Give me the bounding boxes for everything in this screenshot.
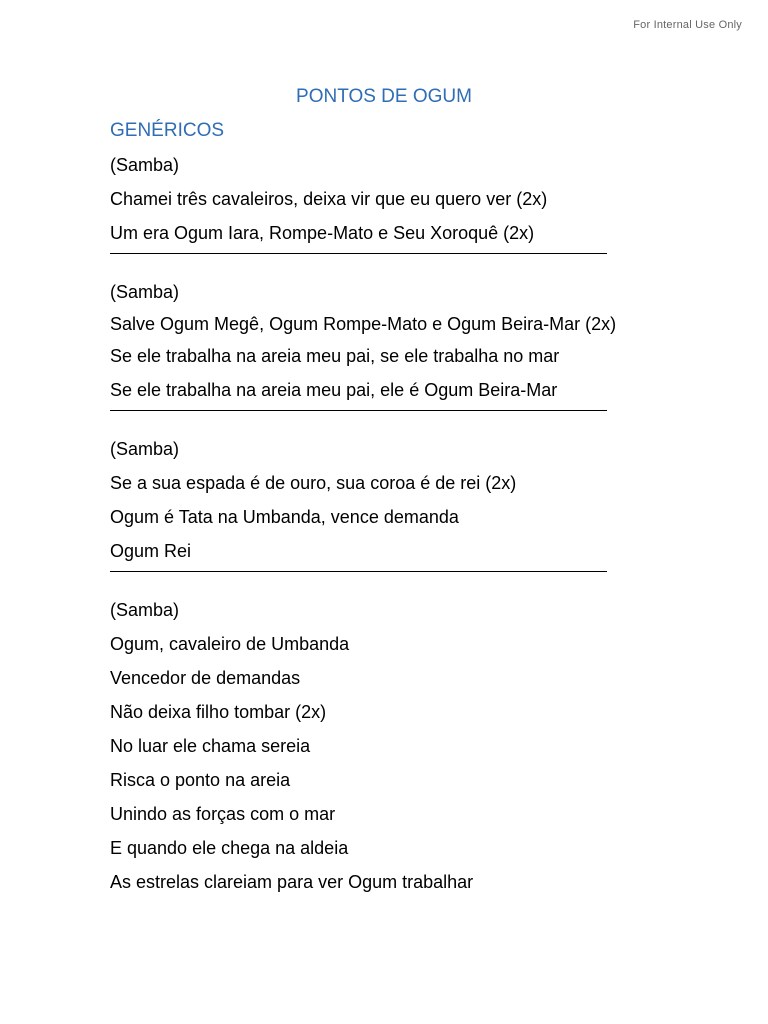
song-block-4 [110, 596, 670, 896]
song-line: Risca o ponto na areia [110, 770, 291, 790]
song-line: (Samba) [110, 600, 180, 620]
song-block-1 [110, 151, 670, 247]
internal-use-note: For Internal Use Only [633, 19, 742, 31]
document-title: PONTOS DE OGUM [296, 86, 472, 107]
song-line: Se ele trabalha na areia meu pai, se ele trabalha no mar [110, 346, 560, 366]
song-line: E quando ele chega na aldeia [110, 838, 349, 858]
song-line: Salve Ogum Megê, Ogum Rompe-Mato e Ogum Beira-Mar (2x) [110, 314, 617, 334]
song-line: As estrelas clareiam para ver Ogum trabalhar [110, 872, 474, 892]
separator-line [110, 253, 607, 254]
song-line: Ogum, cavaleiro de Umbanda [110, 634, 350, 654]
song-line: Se a sua espada é de ouro, sua coroa é de rei (2x) [110, 473, 517, 493]
separator-line [110, 571, 607, 572]
song-line: Se ele trabalha na areia meu pai, ele é Ogum Beira-Mar [110, 380, 558, 400]
song-line: Não deixa filho tombar (2x) [110, 702, 327, 722]
song-line: Chamei três cavaleiros, deixa vir que eu quero ver (2x) [110, 189, 548, 209]
song-block-3 [110, 435, 670, 565]
song-line: Ogum Rei [110, 541, 192, 561]
song-line: Vencedor de demandas [110, 668, 301, 688]
song-block-2 [110, 278, 670, 404]
song-line: (Samba) [110, 439, 180, 459]
separator-line [110, 410, 607, 411]
document-body [110, 117, 670, 902]
song-line: No luar ele chama sereia [110, 736, 311, 756]
section-heading: GENÉRICOS [110, 120, 225, 141]
song-line: (Samba) [110, 282, 180, 302]
song-line: Unindo as forças com o mar [110, 804, 336, 824]
song-line: Ogum é Tata na Umbanda, vence demanda [110, 507, 459, 527]
song-line: Um era Ogum Iara, Rompe-Mato e Seu Xoroquê (2x) [110, 223, 535, 243]
song-line: (Samba) [110, 155, 180, 175]
